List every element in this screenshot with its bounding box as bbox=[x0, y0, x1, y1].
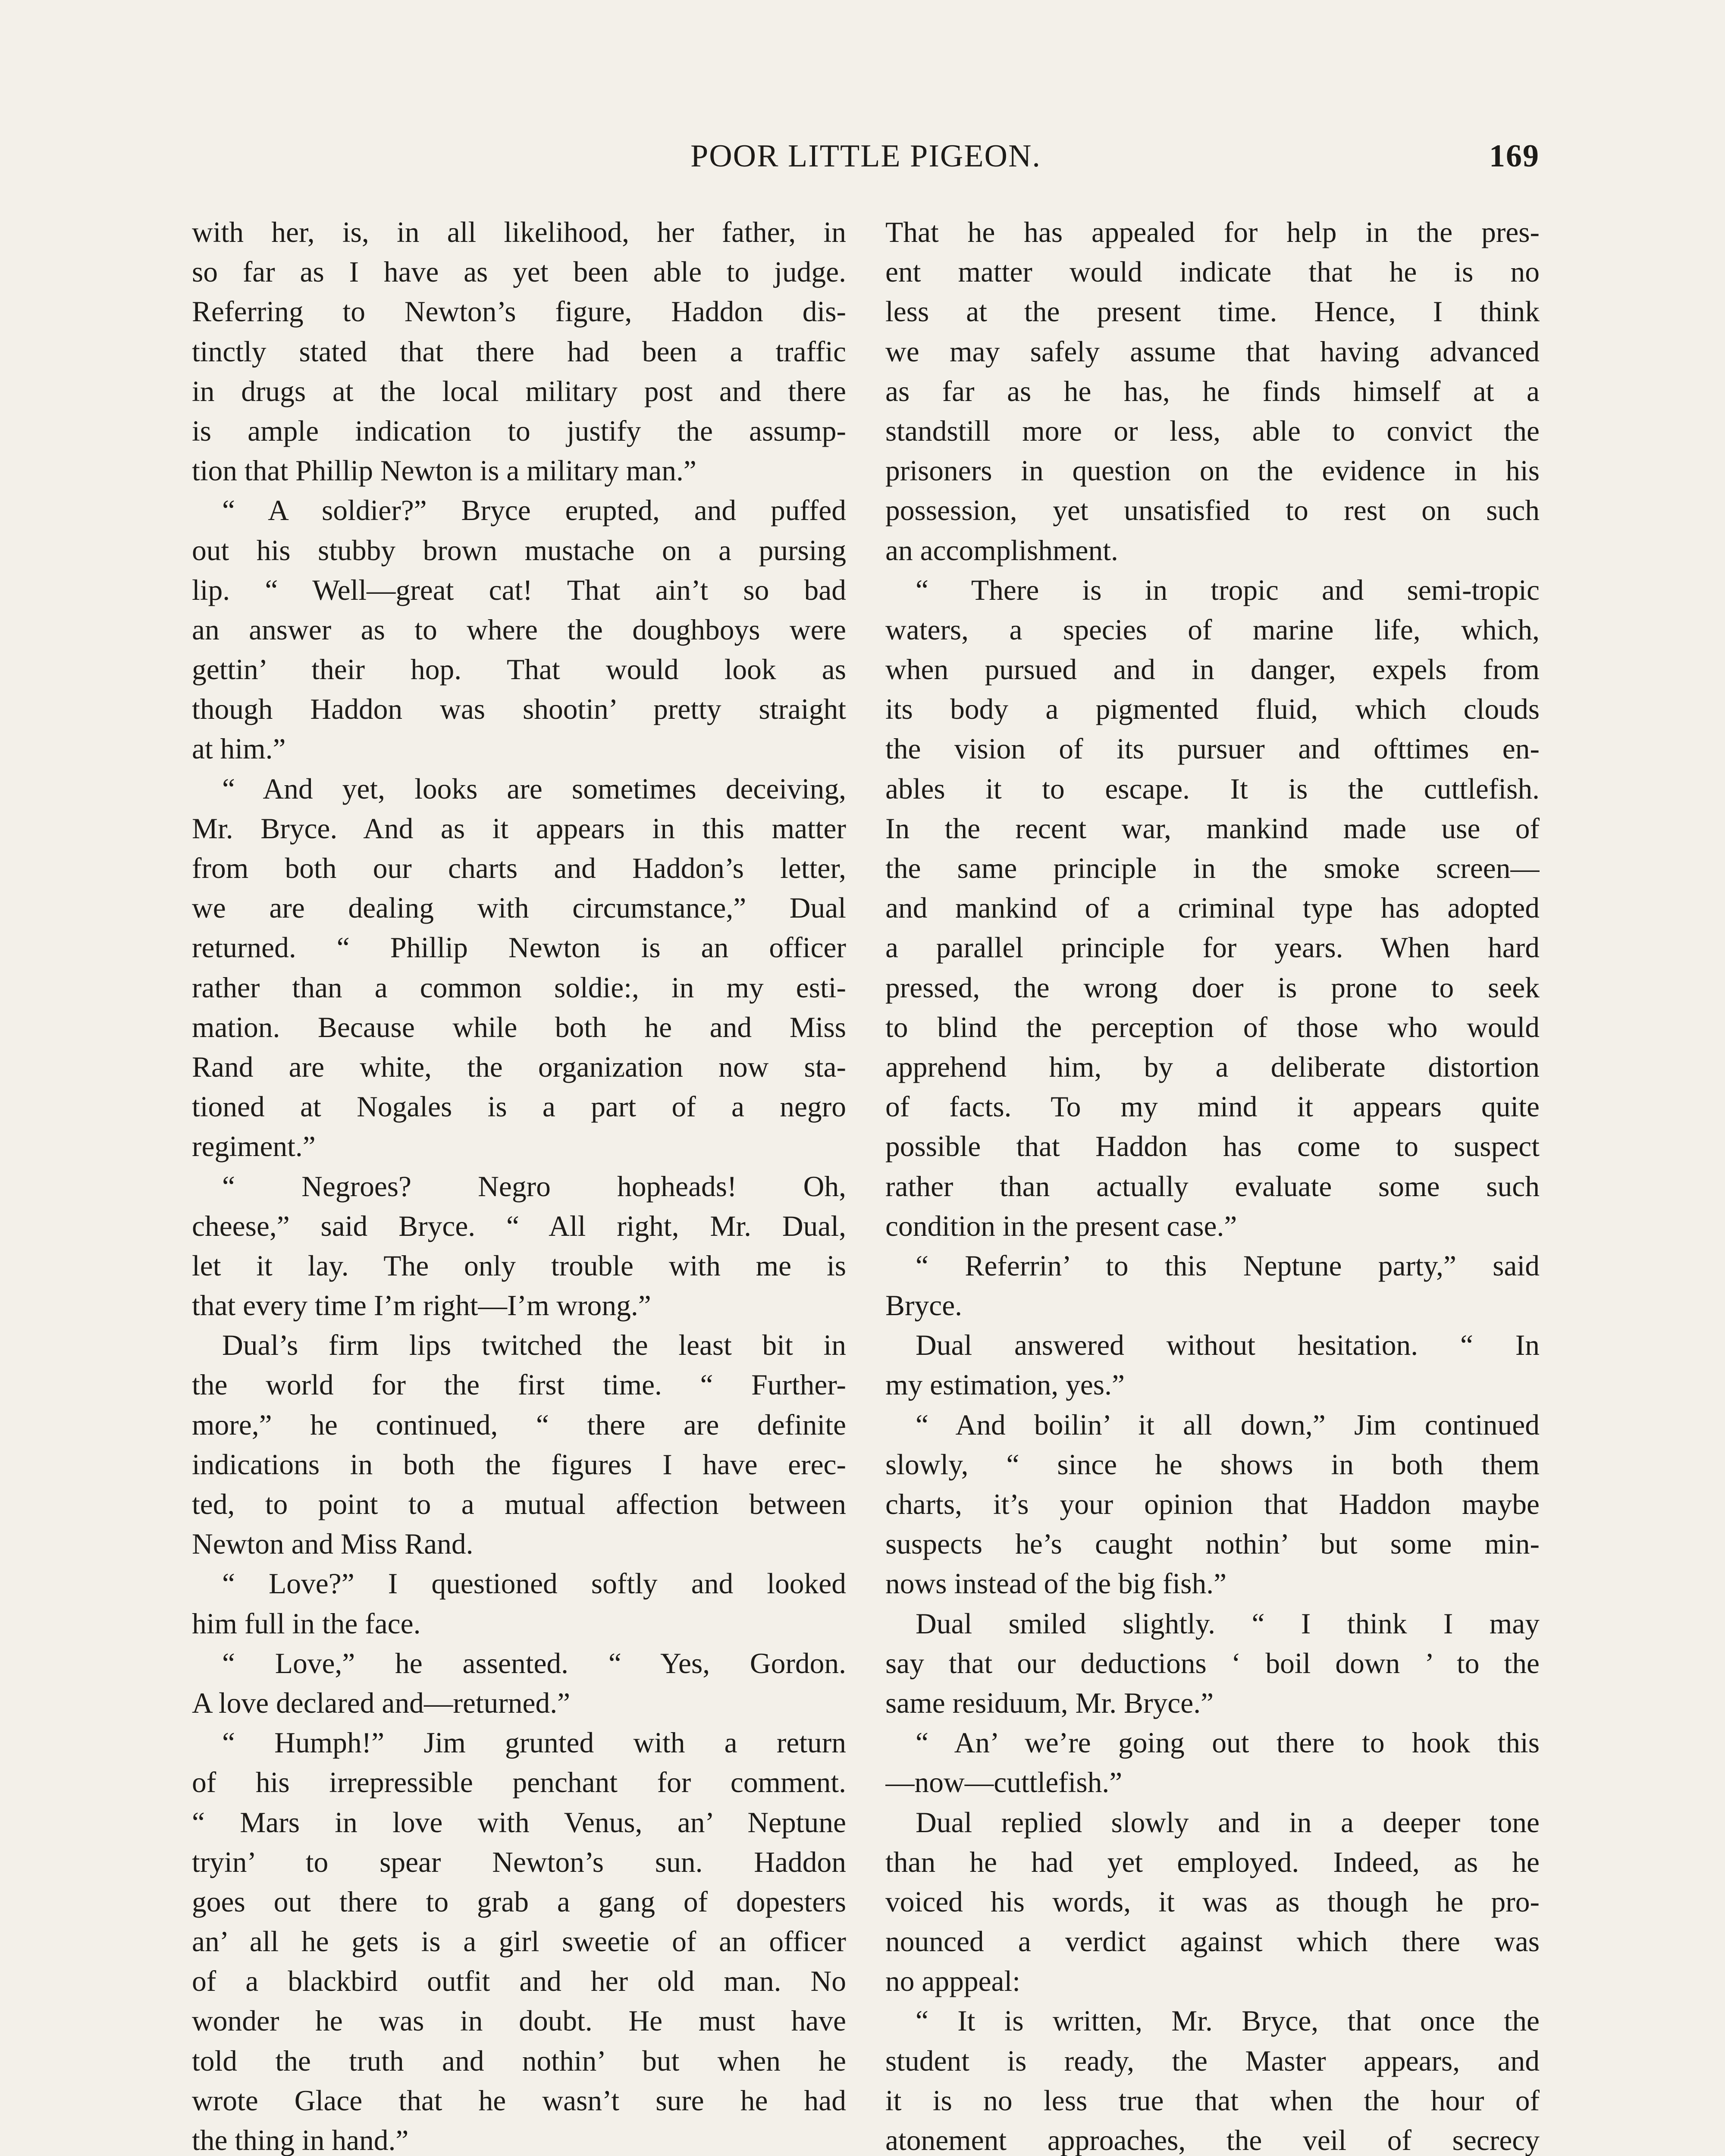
text-line: Dual smiled slightly. “ I think I may bbox=[916, 1607, 1540, 1640]
text-line: “ And yet, looks are sometimes deceiving, bbox=[222, 772, 846, 805]
text-line: “ An’ we’re going out there to hook this bbox=[916, 1727, 1540, 1759]
text-line: pressed, the wrong doer is prone to seek bbox=[885, 971, 1540, 1004]
text-line: an accomplishment. bbox=[885, 534, 1118, 567]
text-line: ables it to escape. It is the cuttlefish. bbox=[885, 772, 1540, 805]
text-line: more,” he continued, “ there are definite bbox=[192, 1408, 846, 1441]
text-line: possession, yet unsatisfied to rest on such bbox=[885, 494, 1540, 527]
text-line: suspects he’s caught nothin’ but some min- bbox=[885, 1528, 1540, 1561]
text-line: “ Negroes? Negro hopheads! Oh, bbox=[222, 1170, 846, 1203]
text-line: so far as I have as yet been able to judge. bbox=[192, 256, 846, 288]
text-line: with her, is, in all likelihood, her father, in bbox=[192, 216, 846, 248]
text-line: we are dealing with circumstance,” Dual bbox=[192, 892, 846, 924]
text-line: atonement approaches, the veil of secrecy bbox=[885, 2124, 1540, 2156]
text-line: rather than actually evaluate some such bbox=[885, 1170, 1540, 1203]
text-line: him full in the face. bbox=[192, 1607, 421, 1640]
text-line: Newton and Miss Rand. bbox=[192, 1528, 474, 1561]
text-line: A love declared and—returned.” bbox=[192, 1686, 571, 1719]
text-line: a parallel principle for years. When hard bbox=[885, 931, 1540, 964]
text-line: same residuum, Mr. Bryce.” bbox=[885, 1686, 1214, 1719]
text-line: indications in both the figures I have erec- bbox=[192, 1448, 846, 1481]
text-line: wrote Glace that he wasn’t sure he had bbox=[192, 2084, 846, 2117]
text-line: gettin’ their hop. That would look as bbox=[192, 653, 846, 686]
text-line: Dual replied slowly and in a deeper tone bbox=[916, 1806, 1540, 1839]
text-line: possible that Haddon has come to suspect bbox=[885, 1130, 1540, 1163]
text-line: tinctly stated that there had been a traffic bbox=[192, 335, 846, 368]
text-line: out his stubby brown mustache on a pursing bbox=[192, 534, 846, 567]
text-line: and mankind of a criminal type has adopted bbox=[885, 892, 1540, 924]
text-line: standstill more or less, able to convict the bbox=[885, 414, 1540, 447]
text-line: tryin’ to spear Newton’s sun. Haddon bbox=[192, 1846, 846, 1878]
text-line: told the truth and nothin’ but when he bbox=[192, 2044, 846, 2077]
text-line: of a blackbird outfit and her old man. No bbox=[192, 1965, 846, 1998]
text-line: its body a pigmented fluid, which clouds bbox=[885, 693, 1540, 726]
right-text-column bbox=[885, 213, 1540, 2156]
text-line: an answer as to where the doughboys were bbox=[192, 613, 846, 646]
text-line: from both our charts and Haddon’s letter, bbox=[192, 852, 846, 884]
running-title: POOR LITTLE PIGEON. bbox=[690, 138, 1041, 174]
text-line: though Haddon was shootin’ pretty straight bbox=[192, 693, 846, 726]
text-line: let it lay. The only trouble with me is bbox=[192, 1249, 846, 1282]
text-line: rather than a common soldie:, in my esti- bbox=[192, 971, 846, 1004]
text-line: is ample indication to justify the assump- bbox=[192, 414, 846, 447]
text-line: goes out there to grab a gang of dopesters bbox=[192, 1885, 846, 1918]
text-line: cheese,” said Bryce. “ All right, Mr. Dual, bbox=[192, 1210, 846, 1242]
text-line: That he has appealed for help in the pres- bbox=[885, 216, 1540, 248]
text-line: Dual answered without hesitation. “ In bbox=[916, 1329, 1540, 1362]
text-line: wonder he was in doubt. He must have bbox=[192, 2005, 846, 2037]
text-line: “ It is written, Mr. Bryce, that once the bbox=[916, 2005, 1540, 2037]
text-line: waters, a species of marine life, which, bbox=[885, 613, 1540, 646]
text-line: prisoners in question on the evidence in his bbox=[885, 454, 1540, 487]
text-line: ted, to point to a mutual affection between bbox=[192, 1488, 846, 1520]
text-line: in drugs at the local military post and there bbox=[192, 375, 846, 407]
text-line: the thing in hand.” bbox=[192, 2124, 409, 2156]
text-line: lip. “ Well—great cat! That ain’t so bad bbox=[192, 573, 846, 606]
left-text-column bbox=[192, 213, 846, 2156]
text-line: an’ all he gets is a girl sweetie of an officer bbox=[192, 1925, 846, 1958]
text-line: nounced a verdict against which there was bbox=[885, 1925, 1540, 1958]
text-line: the vision of its pursuer and ofttimes en- bbox=[885, 733, 1540, 765]
text-line: Rand are white, the organization now sta- bbox=[192, 1050, 846, 1083]
text-line: than he had yet employed. Indeed, as he bbox=[885, 1846, 1540, 1878]
text-line: of his irrepressible penchant for comment. bbox=[192, 1766, 846, 1799]
page-header bbox=[192, 138, 1540, 185]
text-line: no apppeal: bbox=[885, 1965, 1021, 1998]
text-line: “ Mars in love with Venus, an’ Neptune bbox=[192, 1806, 846, 1839]
text-line: “ Referrin’ to this Neptune party,” said bbox=[916, 1249, 1540, 1282]
text-line: at him.” bbox=[192, 733, 286, 765]
text-line: ent matter would indicate that he is no bbox=[885, 256, 1540, 288]
text-line: less at the present time. Hence, I think bbox=[885, 295, 1540, 328]
text-line: charts, it’s your opinion that Haddon maybe bbox=[885, 1488, 1540, 1520]
text-line: “ And boilin’ it all down,” Jim continued bbox=[916, 1408, 1540, 1441]
text-line: “ Humph!” Jim grunted with a return bbox=[222, 1727, 846, 1759]
text-line: Mr. Bryce. And as it appears in this matter bbox=[192, 812, 846, 845]
text-line: as far as he has, he finds himself at a bbox=[885, 375, 1540, 407]
text-line: that every time I’m right—I’m wrong.” bbox=[192, 1289, 651, 1322]
text-line: apprehend him, by a deliberate distortion bbox=[885, 1050, 1540, 1083]
text-line: we may safely assume that having advanced bbox=[885, 335, 1540, 368]
text-line: returned. “ Phillip Newton is an officer bbox=[192, 931, 846, 964]
text-line: student is ready, the Master appears, and bbox=[885, 2044, 1540, 2077]
text-line: Referring to Newton’s figure, Haddon dis- bbox=[192, 295, 846, 328]
text-line: when pursued and in danger, expels from bbox=[885, 653, 1540, 686]
text-line: tioned at Nogales is a part of a negro bbox=[192, 1091, 846, 1123]
text-line: “ Love,” he assented. “ Yes, Gordon. bbox=[222, 1647, 846, 1680]
text-line: to blind the perception of those who would bbox=[885, 1011, 1540, 1044]
text-line: In the recent war, mankind made use of bbox=[885, 812, 1540, 845]
text-line: mation. Because while both he and Miss bbox=[192, 1011, 846, 1044]
text-line: nows instead of the big fish.” bbox=[885, 1567, 1227, 1600]
text-line: slowly, “ since he shows in both them bbox=[885, 1448, 1540, 1481]
text-line: tion that Phillip Newton is a military man.” bbox=[192, 454, 696, 487]
text-line: it is no less true that when the hour of bbox=[885, 2084, 1540, 2117]
text-line: say that our deductions ‘ boil down ’ to the bbox=[885, 1647, 1540, 1680]
text-line: the world for the first time. “ Further- bbox=[192, 1369, 846, 1401]
text-line: Dual’s firm lips twitched the least bit in bbox=[222, 1329, 846, 1362]
text-line: of facts. To my mind it appears quite bbox=[885, 1091, 1540, 1123]
text-line: “ A soldier?” Bryce erupted, and puffed bbox=[222, 494, 846, 527]
text-line: “ Love?” I questioned softly and looked bbox=[222, 1567, 846, 1600]
text-line: my estimation, yes.” bbox=[885, 1369, 1125, 1401]
text-line: “ There is in tropic and semi-tropic bbox=[916, 573, 1540, 606]
text-line: Bryce. bbox=[885, 1289, 963, 1322]
text-line: condition in the present case.” bbox=[885, 1210, 1237, 1242]
page-number: 169 bbox=[1489, 138, 1540, 174]
text-line: voiced his words, it was as though he pro- bbox=[885, 1885, 1540, 1918]
text-line: —now—cuttlefish.” bbox=[885, 1766, 1123, 1799]
text-line: regiment.” bbox=[192, 1130, 316, 1163]
text-line: the same principle in the smoke screen— bbox=[885, 852, 1540, 884]
